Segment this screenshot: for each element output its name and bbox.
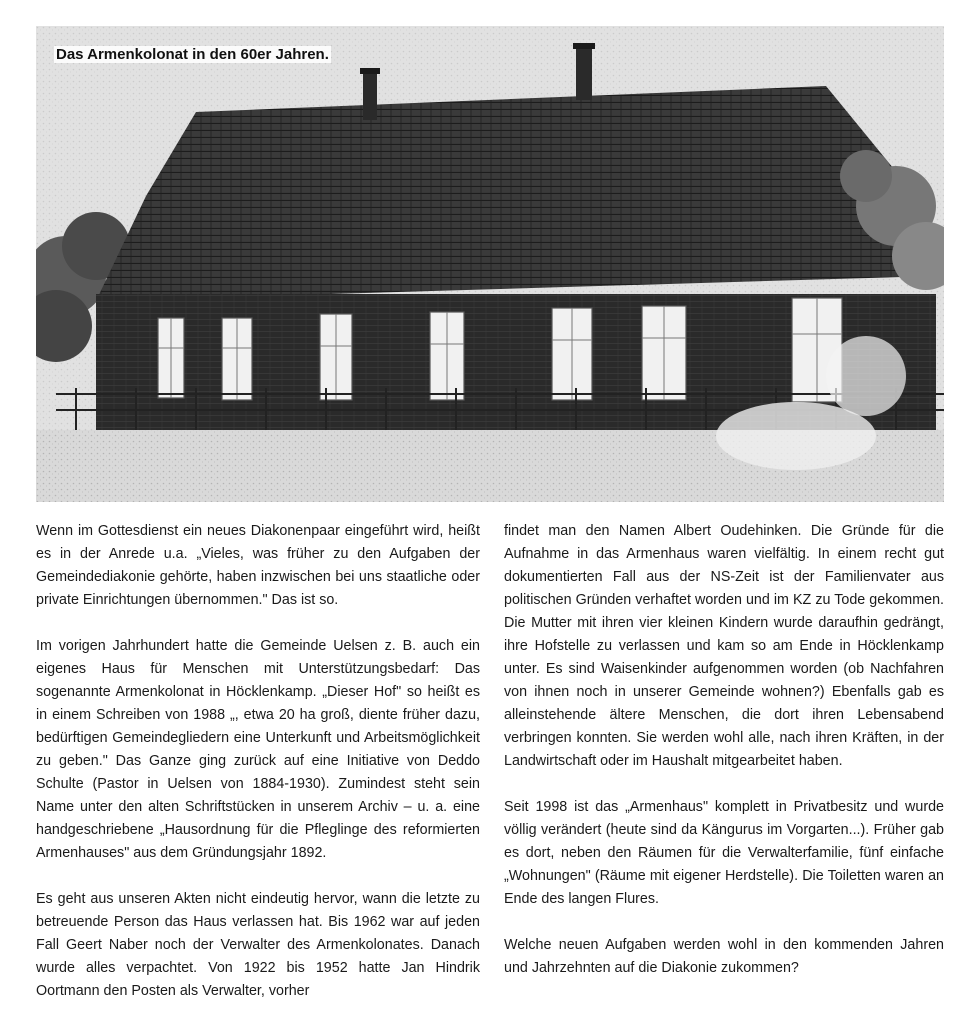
- roof: [96, 86, 936, 301]
- paragraph: Es geht aus unseren Akten nicht eindeutig hervor, wann die letzte zu betreuende Person das Haus verlassen hat. Bis 1962 war auf jeden Fall Geert Naber noch der Verwalter des Armenkolonates. Danach wurde alles verpachtet. Von 1922 bis 1952 hatte Jan Hindrik Oortmann den Posten als Verwalter, vorher: [36, 891, 480, 999]
- chimney: [576, 46, 592, 100]
- house-photo: [36, 26, 944, 502]
- chimney: [363, 70, 377, 120]
- photo-caption: Das Armenkolonat in den 60er Jahren.: [56, 46, 329, 63]
- paragraph: Seit 1998 ist das „Armenhaus" komplett in Privatbesitz und wurde völlig verändert (heute sind da Kängurus im Vorgarten...). Früher gab es dort, neben den Räumen für die Verwalterfamilie, fünf einfache „Wohnungen" (Räume mit eigener Herdstelle). Die Toiletten waren an Ende des langen Flures.: [504, 799, 944, 907]
- paragraph: Welche neuen Aufgaben werden wohl in den kommenden Jahren und Jahrzehnten auf die Diakonie zukommen?: [504, 937, 944, 976]
- article-right-column: [504, 520, 944, 1003]
- article-left-column: [36, 520, 480, 1026]
- paragraph: findet man den Namen Albert Oudehinken. Die Gründe für die Aufnahme in das Armenhaus waren vielfältig. In einem recht gut dokumentierten Fall aus der NS-Zeit ist der Familienvater aus politischen Gründen verhaftet worden und im KZ zu Tode gekommen. Die Mutter mit ihren vier kleinen Kindern wurde daraufhin gedrängt, ihre Hofstelle zu verlassen und kam so am Ende in Höcklenkamp unter. Es sind Waisenkinder aufgenommen worden (ob Nachfahren von ihnen noch in unserer Gemeinde wohnen?) Ebenfalls gab es alleinstehende ältere Menschen, die dort ihren Lebensabend verbringen konnten. Sie werden wohl alle, nach ihren Kräften, in der Landwirtschaft oder im Haushalt mitgearbeitet haben.: [504, 523, 944, 769]
- paragraph: Wenn im Gottesdienst ein neues Diakonenpaar eingeführt wird, heißt es in der Anrede u.a. „Vieles, was früher zu den Aufgaben der Gemeindediakonie gehörte, haben inzwischen bei uns staatliche oder private Einrichtungen übernommen." Das ist so.: [36, 523, 480, 608]
- paragraph: Im vorigen Jahrhundert hatte die Gemeinde Uelsen z. B. auch ein eigenes Haus für Menschen mit Unterstützungsbedarf: Das sogenannte Armenkolonat in Höcklenkamp. „Dieser Hof" so heißt es in einem Schreiben von 1988 „, etwa 20 ha groß, diente früher dazu, bedürftigen Gemeindegliedern eine Unterkunft und Arbeitsmöglichkeit zu geben." Das Ganze ging zurück auf eine Initiative von Deddo Schulte (Pastor in Uelsen von 1884-1930). Zumindest steht sein Name unter den alten Schriftstücken in unserem Archiv – u. a. eine handgeschriebene „Hausordnung für die Pfleglinge des reformierten Armenhauses" aus dem Gründungsjahr 1892.: [36, 638, 480, 861]
